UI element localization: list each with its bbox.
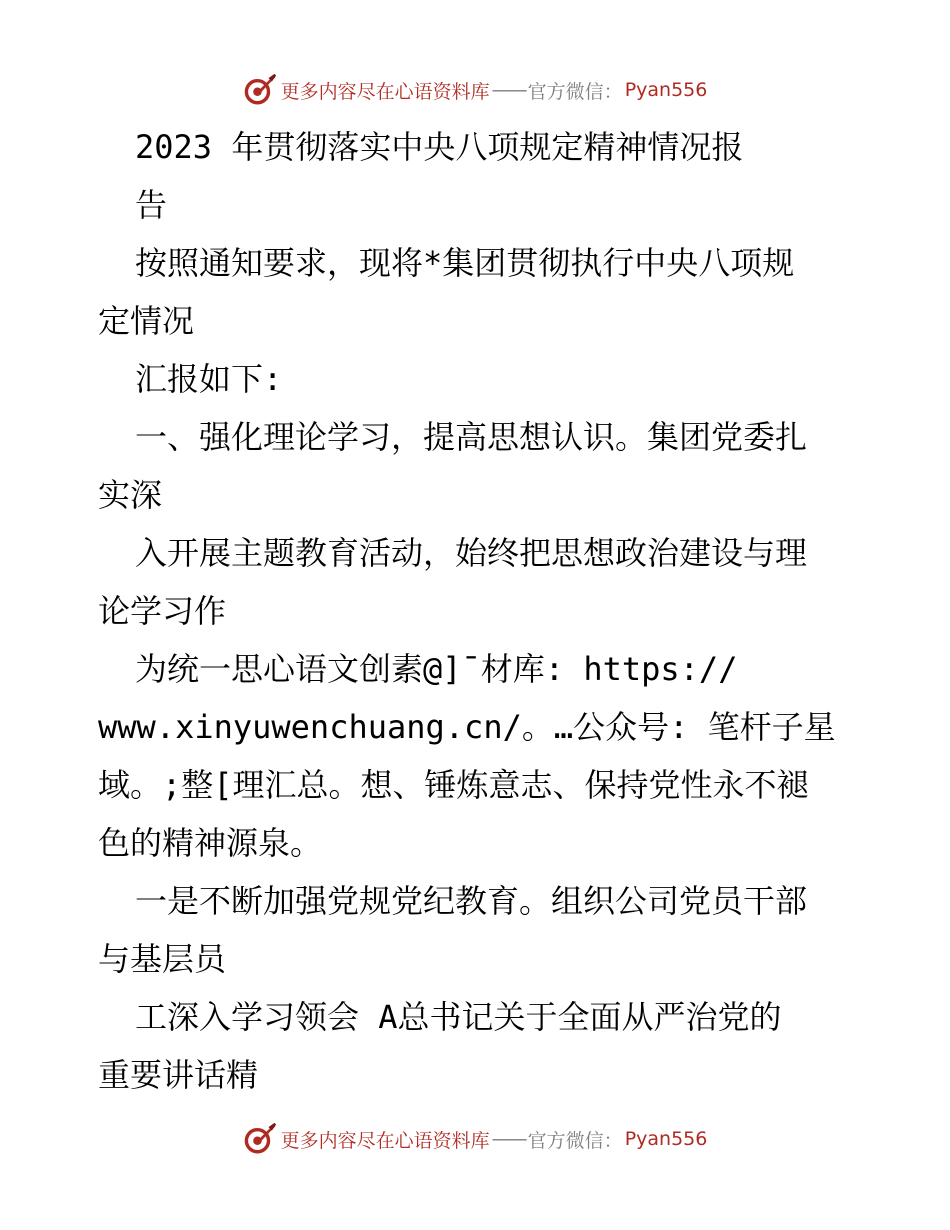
wechat-id: Pyan556	[624, 79, 708, 101]
document-line: 一是不断加强党规党纪教育。组织公司党员干部	[135, 882, 808, 920]
document-line: 按照通知要求，现将*集团贯彻执行中央八项规	[135, 244, 795, 282]
document-line: 实深	[98, 476, 163, 514]
watermark-separator: ——	[491, 1128, 526, 1150]
wechat-label: 官方微信：	[527, 1129, 623, 1152]
document-line: 一、强化理论学习，提高思想认识。集团党委扎	[135, 418, 808, 456]
watermark-separator: ——	[491, 79, 526, 101]
watermark-text: 更多内容尽在心语资料库	[280, 1129, 490, 1152]
document-line: 重要讲话精	[98, 1056, 259, 1094]
document-line: 域。;整[理汇总。想、锤炼意志、保持党性永不褪	[98, 766, 809, 804]
document-line: 色的精神源泉。	[98, 824, 323, 862]
document-line: 为统一思心语文创素@]¯材库: https://	[135, 650, 738, 688]
watermark-banner-bottom	[0, 1119, 950, 1159]
document-body	[98, 118, 858, 1104]
wechat-label: 官方微信：	[527, 80, 623, 103]
document-line: www.xinyuwenchuang.cn/。…公众号: 笔杆子星	[98, 708, 836, 746]
document-line: 与基层员	[98, 940, 227, 978]
watermark-text: 更多内容尽在心语资料库	[280, 80, 490, 103]
document-line: 入开展主题教育活动，始终把思想政治建设与理	[135, 534, 808, 572]
document-line: 告	[135, 186, 168, 224]
document-line: 定情况	[98, 302, 195, 340]
document-line: 论学习作	[98, 592, 227, 630]
quill-logo-icon	[243, 73, 277, 107]
document-line: 工深入学习领会 A总书记关于全面从严治党的	[135, 998, 782, 1036]
document-line: 汇报如下:	[135, 360, 283, 398]
document-line: 2023 年贯彻落实中央八项规定精神情况报	[135, 128, 744, 166]
watermark-banner-top	[0, 70, 950, 110]
wechat-id: Pyan556	[624, 1128, 708, 1150]
quill-logo-icon	[243, 1122, 277, 1156]
